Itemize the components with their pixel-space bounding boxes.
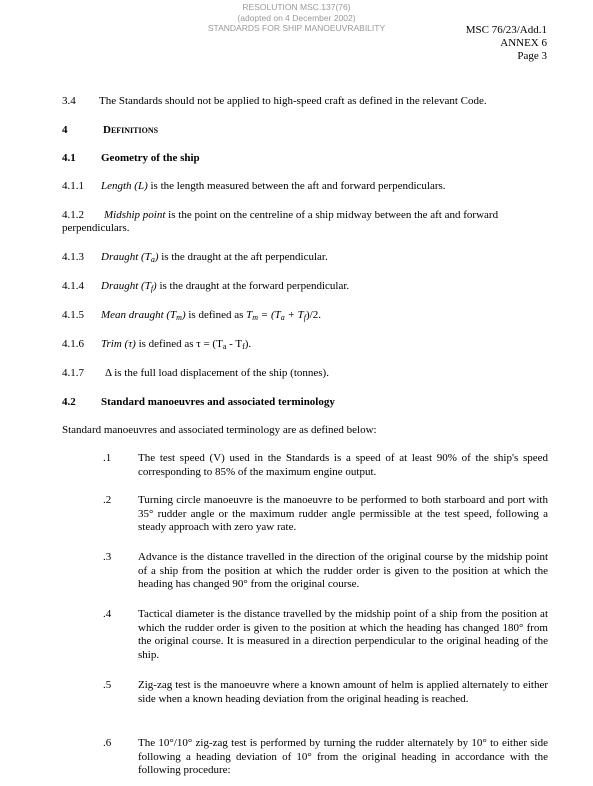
item-text: The test speed (V) used in the Standards is a speed of at least 90% of the ship's speed corresponding to 85% of the maximum engine output. bbox=[138, 452, 548, 478]
formula: $T_m = (T_a + T_f$ bbox=[246, 309, 307, 322]
item-number: .5 bbox=[103, 679, 112, 691]
item-text: Tactical diameter is the distance travelled by the midship point of a ship from the position at which the rudder order is given to the position at which the heading has changed 180° from the original course. It is measured in a direction perpendicular to the original heading of the ship. bbox=[138, 608, 548, 661]
definition-4-1-1 bbox=[62, 179, 446, 193]
section-title: Standard manoeuvres and associated terminology bbox=[101, 396, 335, 408]
section-number: 4.1 bbox=[62, 152, 76, 164]
definition-number: 4.1.5 bbox=[62, 309, 84, 321]
item-text: Advance is the distance travelled in the direction of the original course by the midship point of a ship from the position at which the rudder order is given to the position at which the heading has changed 90° from the original course. bbox=[138, 551, 548, 590]
section-text: The Standards should not be applied to high-speed craft as defined in the relevant Code. bbox=[99, 95, 487, 107]
section-number: 4 bbox=[62, 124, 68, 136]
definition-4-1-3 bbox=[62, 250, 328, 264]
definition-term: Draught $(T_a)$ bbox=[101, 251, 159, 264]
annex-label: ANNEX 6 bbox=[500, 37, 547, 49]
definition-number: 4.1.3 bbox=[62, 251, 84, 263]
definition-4-1-5 bbox=[62, 308, 321, 322]
definition-text: is the draught at the forward perpendicular. bbox=[156, 280, 350, 292]
document-header bbox=[466, 24, 547, 63]
definition-number: 4.1.4 bbox=[62, 280, 84, 292]
section-4-heading bbox=[62, 123, 158, 137]
definition-text: is defined as $\tau = (T_a - T_f)$. bbox=[135, 338, 252, 351]
item-number: .3 bbox=[103, 551, 112, 563]
section-title: Geometry of the ship bbox=[101, 152, 200, 164]
section-4-1-heading bbox=[62, 151, 200, 165]
document-code: MSC 76/23/Add.1 bbox=[465, 24, 547, 36]
definition-term: Trim (τ) bbox=[101, 338, 136, 350]
item-number: .2 bbox=[103, 494, 112, 506]
definition-text: is the draught at the aft perpendicular. bbox=[158, 251, 328, 263]
section-number: 4.2 bbox=[62, 396, 76, 408]
section-title: Definitions bbox=[103, 124, 159, 136]
definition-4-1-6 bbox=[62, 337, 251, 351]
definition-number: 4.1.6 bbox=[62, 338, 84, 350]
section-number: 3.4 bbox=[62, 95, 76, 107]
formula-end: )/2. bbox=[306, 309, 321, 321]
definition-term: Midship point bbox=[104, 209, 166, 221]
definition-term: Draught $(T_f)$ bbox=[101, 280, 157, 293]
definition-text-continued: perpendiculars. bbox=[62, 222, 130, 234]
definition-term: Mean draught $(T_m)$ bbox=[101, 309, 186, 322]
section-3-4 bbox=[62, 94, 487, 108]
item-number: .6 bbox=[103, 737, 112, 749]
definition-number: 4.1.2 bbox=[62, 209, 84, 221]
definition-4-1-2-continued bbox=[62, 221, 130, 235]
item-text: The 10°/10° zig-zag test is performed by turning the rudder alternately by 10° to either side following a heading deviation of 10° from the original heading in accordance with the following procedure: bbox=[138, 737, 548, 776]
definition-number: 4.1.1 bbox=[62, 180, 84, 192]
item-number: .1 bbox=[103, 452, 112, 464]
definition-text: is the length measured between the aft and forward perpendiculars. bbox=[147, 180, 446, 192]
definition-4-1-2 bbox=[62, 208, 498, 222]
watermark-resolution: RESOLUTION MSC.137(76) bbox=[242, 2, 351, 12]
item-text: Turning circle manoeuvre is the manoeuvre to be performed to both starboard and port with 35° rudder angle or the maximum rudder angle permissible at the test speed, following a steady approach with zero yaw rate. bbox=[138, 494, 548, 533]
manoeuvres-intro: Standard manoeuvres and associated terminology are as defined below: bbox=[62, 424, 377, 436]
page-number: Page 3 bbox=[517, 50, 547, 62]
definition-4-1-7 bbox=[62, 366, 329, 380]
definition-text: is defined as bbox=[185, 309, 247, 321]
item-number: .4 bbox=[103, 608, 112, 620]
definition-term: Length (L) bbox=[101, 180, 148, 192]
watermark-adoption: (adopted on 4 December 2002) bbox=[237, 12, 356, 23]
definition-4-1-4 bbox=[62, 279, 349, 293]
definition-text: Δ is the full load displacement of the ship (tonnes). bbox=[105, 367, 329, 379]
definition-text: is the point on the centreline of a ship midway between the aft and forward bbox=[165, 209, 499, 221]
definition-number: 4.1.7 bbox=[62, 367, 84, 379]
watermark-title: STANDARDS FOR SHIP MANOEUVRABILITY bbox=[207, 23, 386, 33]
item-text: Zig-zag test is the manoeuvre where a known amount of helm is applied alternately to either side when a known heading deviation from the original heading is reached. bbox=[138, 679, 548, 705]
section-4-2-heading bbox=[62, 395, 335, 409]
